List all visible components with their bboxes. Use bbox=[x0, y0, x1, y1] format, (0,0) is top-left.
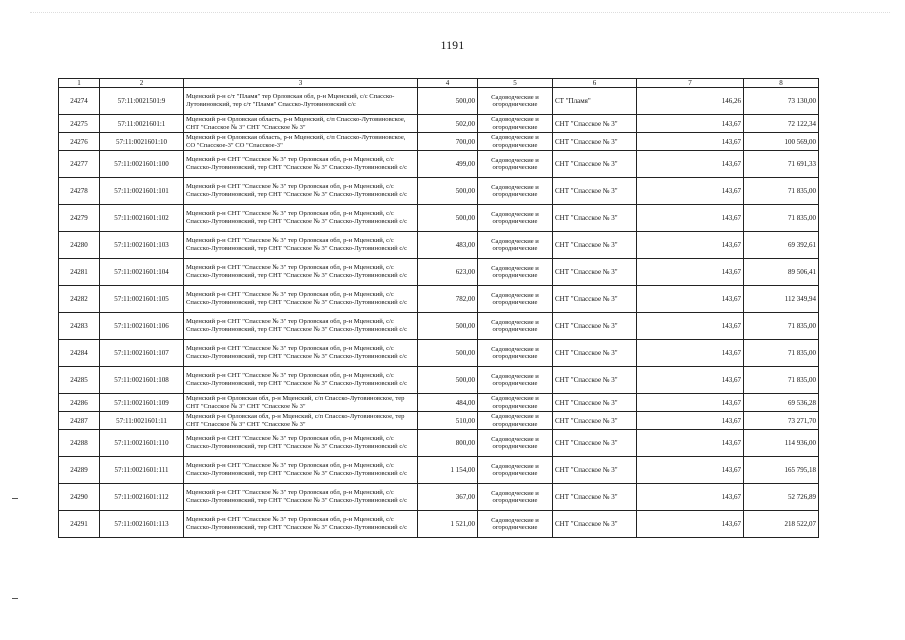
row-number-cell: 24281 bbox=[59, 259, 100, 286]
header-cell-2: 2 bbox=[100, 79, 184, 88]
table-row bbox=[59, 205, 819, 232]
table-row bbox=[59, 88, 819, 115]
land-use-cell: Садоводческие и огороднические bbox=[478, 511, 553, 538]
rate-cell: 143,67 bbox=[637, 484, 744, 511]
cadastral-number-cell: 57:11:0021601:10 bbox=[100, 133, 184, 151]
header-cell-5: 5 bbox=[478, 79, 553, 88]
area-cell: 1 521,00 bbox=[418, 511, 478, 538]
land-use-cell: Садоводческие и огороднические bbox=[478, 340, 553, 367]
organization-cell: СНТ "Спасское № 3" bbox=[553, 232, 637, 259]
cadastral-value-cell: 114 936,00 bbox=[744, 430, 819, 457]
cadastral-value-cell: 69 536,28 bbox=[744, 394, 819, 412]
rate-cell: 143,67 bbox=[637, 313, 744, 340]
area-cell: 484,00 bbox=[418, 394, 478, 412]
cadastral-number-cell: 57:11:0021601:11 bbox=[100, 412, 184, 430]
cadastral-value-cell: 71 835,00 bbox=[744, 178, 819, 205]
organization-cell: СНТ "Спасское № 3" bbox=[553, 430, 637, 457]
cadastral-number-cell: 57:11:0021601:1 bbox=[100, 115, 184, 133]
table-row bbox=[59, 133, 819, 151]
table-row bbox=[59, 457, 819, 484]
table-row bbox=[59, 340, 819, 367]
rate-cell: 143,67 bbox=[637, 286, 744, 313]
land-use-cell: Садоводческие и огороднические bbox=[478, 178, 553, 205]
rate-cell: 143,67 bbox=[637, 133, 744, 151]
cadastral-value-cell: 73 130,00 bbox=[744, 88, 819, 115]
table-row bbox=[59, 286, 819, 313]
address-cell: Мценский р-н СНТ "Спасское № 3" тер Орловская обл, р-н Мценский, с/с Спасско-Лутовиновский, тер СНТ "Спасское № 3" Спасско-Лутовиновский с/с bbox=[184, 367, 418, 394]
address-cell: Мценский р-н СНТ "Спасское № 3" тер Орловская обл, р-н Мценский, с/с Спасско-Лутовиновский, тер СНТ "Спасское № 3" Спасско-Лутовиновский с/с bbox=[184, 484, 418, 511]
land-use-cell: Садоводческие и огороднические bbox=[478, 457, 553, 484]
organization-cell: СНТ "Спасское № 3" bbox=[553, 286, 637, 313]
area-cell: 800,00 bbox=[418, 430, 478, 457]
rate-cell: 146,26 bbox=[637, 88, 744, 115]
row-number-cell: 24286 bbox=[59, 394, 100, 412]
row-number-cell: 24288 bbox=[59, 430, 100, 457]
row-number-cell: 24291 bbox=[59, 511, 100, 538]
organization-cell: СНТ "Спасское № 3" bbox=[553, 313, 637, 340]
cadastral-number-cell: 57:11:0021601:113 bbox=[100, 511, 184, 538]
organization-cell: СНТ "Спасское № 3" bbox=[553, 259, 637, 286]
table-row bbox=[59, 259, 819, 286]
table-row bbox=[59, 511, 819, 538]
address-cell: Мценский р-н СНТ "Спасское № 3" тер Орловская обл, р-н Мценский, с/с Спасско-Лутовиновский, тер СНТ "Спасское № 3" Спасско-Лутовиновский с/с bbox=[184, 313, 418, 340]
organization-cell: СНТ "Спасское № 3" bbox=[553, 394, 637, 412]
rate-cell: 143,67 bbox=[637, 178, 744, 205]
table-row bbox=[59, 367, 819, 394]
rate-cell: 143,67 bbox=[637, 232, 744, 259]
table-row bbox=[59, 151, 819, 178]
land-use-cell: Садоводческие и огороднические bbox=[478, 412, 553, 430]
cadastral-value-cell: 71 835,00 bbox=[744, 313, 819, 340]
row-number-cell: 24278 bbox=[59, 178, 100, 205]
rate-cell: 143,67 bbox=[637, 412, 744, 430]
area-cell: 510,00 bbox=[418, 412, 478, 430]
area-cell: 500,00 bbox=[418, 178, 478, 205]
cadastral-value-cell: 218 522,07 bbox=[744, 511, 819, 538]
cadastral-value-cell: 100 569,00 bbox=[744, 133, 819, 151]
land-use-cell: Садоводческие и огороднические bbox=[478, 259, 553, 286]
edge-mark bbox=[12, 598, 18, 599]
header-cell-6: 6 bbox=[553, 79, 637, 88]
table-row bbox=[59, 430, 819, 457]
rate-cell: 143,67 bbox=[637, 340, 744, 367]
area-cell: 483,00 bbox=[418, 232, 478, 259]
land-use-cell: Садоводческие и огороднические bbox=[478, 151, 553, 178]
rate-cell: 143,67 bbox=[637, 367, 744, 394]
cadastral-number-cell: 57:11:0021601:111 bbox=[100, 457, 184, 484]
header-cell-1: 1 bbox=[59, 79, 100, 88]
rate-cell: 143,67 bbox=[637, 115, 744, 133]
cadastral-value-cell: 71 835,00 bbox=[744, 367, 819, 394]
land-use-cell: Садоводческие и огороднические bbox=[478, 133, 553, 151]
rate-cell: 143,67 bbox=[637, 151, 744, 178]
cadastral-value-cell: 52 726,89 bbox=[744, 484, 819, 511]
header-cell-3: 3 bbox=[184, 79, 418, 88]
land-use-cell: Садоводческие и огороднические bbox=[478, 394, 553, 412]
table-row bbox=[59, 115, 819, 133]
edge-mark bbox=[12, 498, 18, 499]
row-number-cell: 24285 bbox=[59, 367, 100, 394]
land-use-cell: Садоводческие и огороднические bbox=[478, 88, 553, 115]
rate-cell: 143,67 bbox=[637, 457, 744, 484]
row-number-cell: 24287 bbox=[59, 412, 100, 430]
land-use-cell: Садоводческие и огороднические bbox=[478, 367, 553, 394]
area-cell: 500,00 bbox=[418, 367, 478, 394]
rate-cell: 143,67 bbox=[637, 511, 744, 538]
cadastral-value-cell: 71 691,33 bbox=[744, 151, 819, 178]
address-cell: Мценский р-н СНТ "Спасское № 3" тер Орловская обл, р-н Мценский, с/с Спасско-Лутовиновский, тер СНТ "Спасское № 3" Спасско-Лутовиновский с/с bbox=[184, 259, 418, 286]
land-use-cell: Садоводческие и огороднические bbox=[478, 286, 553, 313]
cadastral-number-cell: 57:11:0021601:105 bbox=[100, 286, 184, 313]
area-cell: 499,00 bbox=[418, 151, 478, 178]
cadastral-number-cell: 57:11:0021601:104 bbox=[100, 259, 184, 286]
cadastral-number-cell: 57:11:0021601:112 bbox=[100, 484, 184, 511]
organization-cell: СНТ "Спасское № 3" bbox=[553, 115, 637, 133]
address-cell: Мценский р-н Орловская область, р-н Мценский, с/п Спасско-Лутовиновское, СО "Спасское-3" СО "Спасское-3" bbox=[184, 133, 418, 151]
address-cell: Мценский р-н с/т "Пламя" тер Орловская обл, р-н Мценский, с/с Спасско-Лутовиновский, тер с/т "Пламя" Спасско-Лутовиновский с/с bbox=[184, 88, 418, 115]
cadastral-value-cell: 73 271,70 bbox=[744, 412, 819, 430]
cadastral-value-cell: 89 506,41 bbox=[744, 259, 819, 286]
cadastral-value-cell: 71 835,00 bbox=[744, 340, 819, 367]
address-cell: Мценский р-н СНТ "Спасское № 3" тер Орловская обл, р-н Мценский, с/с Спасско-Лутовиновский, тер СНТ "Спасское № 3" Спасско-Лутовиновский с/с bbox=[184, 178, 418, 205]
rate-cell: 143,67 bbox=[637, 205, 744, 232]
area-cell: 700,00 bbox=[418, 133, 478, 151]
header-cell-7: 7 bbox=[637, 79, 744, 88]
rate-cell: 143,67 bbox=[637, 394, 744, 412]
address-cell: Мценский р-н Орловская обл, р-н Мценский, с/п Спасско-Лутовиновское, тер СНТ "Спасское № 3" СНТ "Спасское № 3" bbox=[184, 394, 418, 412]
cadastral-number-cell: 57:11:0021601:107 bbox=[100, 340, 184, 367]
row-number-cell: 24289 bbox=[59, 457, 100, 484]
scan-artifact-line bbox=[30, 12, 890, 21]
organization-cell: СНТ "Спасское № 3" bbox=[553, 484, 637, 511]
header-row bbox=[59, 79, 819, 88]
cadastral-value-cell: 71 835,00 bbox=[744, 205, 819, 232]
land-use-cell: Садоводческие и огороднические bbox=[478, 115, 553, 133]
rate-cell: 143,67 bbox=[637, 259, 744, 286]
area-cell: 367,00 bbox=[418, 484, 478, 511]
cadastral-number-cell: 57:11:0021601:103 bbox=[100, 232, 184, 259]
table-row bbox=[59, 484, 819, 511]
organization-cell: СНТ "Спасское № 3" bbox=[553, 457, 637, 484]
cadastral-number-cell: 57:11:0021601:109 bbox=[100, 394, 184, 412]
table-row bbox=[59, 412, 819, 430]
cadastral-number-cell: 57:11:0021601:106 bbox=[100, 313, 184, 340]
organization-cell: СНТ "Спасское № 3" bbox=[553, 340, 637, 367]
address-cell: Мценский р-н СНТ "Спасское № 3" тер Орловская обл, р-н Мценский, с/с Спасско-Лутовиновский, тер СНТ "Спасское № 3" Спасско-Лутовиновский с/с bbox=[184, 232, 418, 259]
table-row bbox=[59, 178, 819, 205]
area-cell: 502,00 bbox=[418, 115, 478, 133]
row-number-cell: 24290 bbox=[59, 484, 100, 511]
land-registry-table bbox=[58, 78, 819, 538]
address-cell: Мценский р-н СНТ "Спасское № 3" тер Орловская обл, р-н Мценский, с/с Спасско-Лутовиновский, тер СНТ "Спасское № 3" Спасско-Лутовиновский с/с bbox=[184, 430, 418, 457]
address-cell: Мценский р-н СНТ "Спасское № 3" тер Орловская обл, р-н Мценский, с/с Спасско-Лутовиновский, тер СНТ "Спасское № 3" Спасско-Лутовиновский с/с bbox=[184, 151, 418, 178]
address-cell: Мценский р-н СНТ "Спасское № 3" тер Орловская обл, р-н Мценский, с/с Спасско-Лутовиновский, тер СНТ "Спасское № 3" Спасско-Лутовиновский с/с bbox=[184, 205, 418, 232]
area-cell: 500,00 bbox=[418, 340, 478, 367]
rate-cell: 143,67 bbox=[637, 430, 744, 457]
cadastral-value-cell: 72 122,34 bbox=[744, 115, 819, 133]
page-number: 1191 bbox=[440, 40, 465, 52]
row-number-cell: 24275 bbox=[59, 115, 100, 133]
land-use-cell: Садоводческие и огороднические bbox=[478, 205, 553, 232]
organization-cell: СНТ "Спасское № 3" bbox=[553, 151, 637, 178]
address-cell: Мценский р-н СНТ "Спасское № 3" тер Орловская обл, р-н Мценский, с/с Спасско-Лутовиновский, тер СНТ "Спасское № 3" Спасско-Лутовиновский с/с bbox=[184, 511, 418, 538]
cadastral-number-cell: 57:11:0021601:101 bbox=[100, 178, 184, 205]
row-number-cell: 24284 bbox=[59, 340, 100, 367]
organization-cell: СНТ "Спасское № 3" bbox=[553, 178, 637, 205]
table-row bbox=[59, 313, 819, 340]
organization-cell: СНТ "Спасское № 3" bbox=[553, 205, 637, 232]
cadastral-number-cell: 57:11:0021601:102 bbox=[100, 205, 184, 232]
header-cell-8: 8 bbox=[744, 79, 819, 88]
table-row bbox=[59, 394, 819, 412]
address-cell: Мценский р-н Орловская обл, р-н Мценский, с/п Спасско-Лутовиновское, тер СНТ "Спасское № 3" СНТ "Спасское № 3" bbox=[184, 412, 418, 430]
address-cell: Мценский р-н СНТ "Спасское № 3" тер Орловская обл, р-н Мценский, с/с Спасско-Лутовиновский, тер СНТ "Спасское № 3" Спасско-Лутовиновский с/с bbox=[184, 340, 418, 367]
row-number-cell: 24276 bbox=[59, 133, 100, 151]
organization-cell: СНТ "Спасское № 3" bbox=[553, 412, 637, 430]
cadastral-number-cell: 57:11:0021501:9 bbox=[100, 88, 184, 115]
organization-cell: СНТ "Спасское № 3" bbox=[553, 133, 637, 151]
cadastral-number-cell: 57:11:0021601:108 bbox=[100, 367, 184, 394]
row-number-cell: 24282 bbox=[59, 286, 100, 313]
address-cell: Мценский р-н СНТ "Спасское № 3" тер Орловская обл, р-н Мценский, с/с Спасско-Лутовиновский, тер СНТ "Спасское № 3" Спасско-Лутовиновский с/с bbox=[184, 286, 418, 313]
address-cell: Мценский р-н Орловская область, р-н Мценский, с/п Спасско-Лутовиновское, СНТ "Спасское № 3" СНТ "Спасское № 3" bbox=[184, 115, 418, 133]
row-number-cell: 24277 bbox=[59, 151, 100, 178]
row-number-cell: 24280 bbox=[59, 232, 100, 259]
cadastral-value-cell: 165 795,18 bbox=[744, 457, 819, 484]
land-use-cell: Садоводческие и огороднические bbox=[478, 484, 553, 511]
organization-cell: СТ "Пламя" bbox=[553, 88, 637, 115]
organization-cell: СНТ "Спасское № 3" bbox=[553, 511, 637, 538]
area-cell: 1 154,00 bbox=[418, 457, 478, 484]
area-cell: 500,00 bbox=[418, 313, 478, 340]
land-use-cell: Садоводческие и огороднические bbox=[478, 232, 553, 259]
organization-cell: СНТ "Спасское № 3" bbox=[553, 367, 637, 394]
cadastral-number-cell: 57:11:0021601:100 bbox=[100, 151, 184, 178]
cadastral-value-cell: 69 392,61 bbox=[744, 232, 819, 259]
table-body bbox=[59, 88, 819, 538]
cadastral-number-cell: 57:11:0021601:110 bbox=[100, 430, 184, 457]
area-cell: 500,00 bbox=[418, 88, 478, 115]
cadastral-value-cell: 112 349,94 bbox=[744, 286, 819, 313]
row-number-cell: 24283 bbox=[59, 313, 100, 340]
address-cell: Мценский р-н СНТ "Спасское № 3" тер Орловская обл, р-н Мценский, с/с Спасско-Лутовиновский, тер СНТ "Спасское № 3" Спасско-Лутовиновский с/с bbox=[184, 457, 418, 484]
land-use-cell: Садоводческие и огороднические bbox=[478, 430, 553, 457]
area-cell: 782,00 bbox=[418, 286, 478, 313]
area-cell: 500,00 bbox=[418, 205, 478, 232]
area-cell: 623,00 bbox=[418, 259, 478, 286]
row-number-cell: 24274 bbox=[59, 88, 100, 115]
land-use-cell: Садоводческие и огороднические bbox=[478, 313, 553, 340]
row-number-cell: 24279 bbox=[59, 205, 100, 232]
header-cell-4: 4 bbox=[418, 79, 478, 88]
table-row bbox=[59, 232, 819, 259]
